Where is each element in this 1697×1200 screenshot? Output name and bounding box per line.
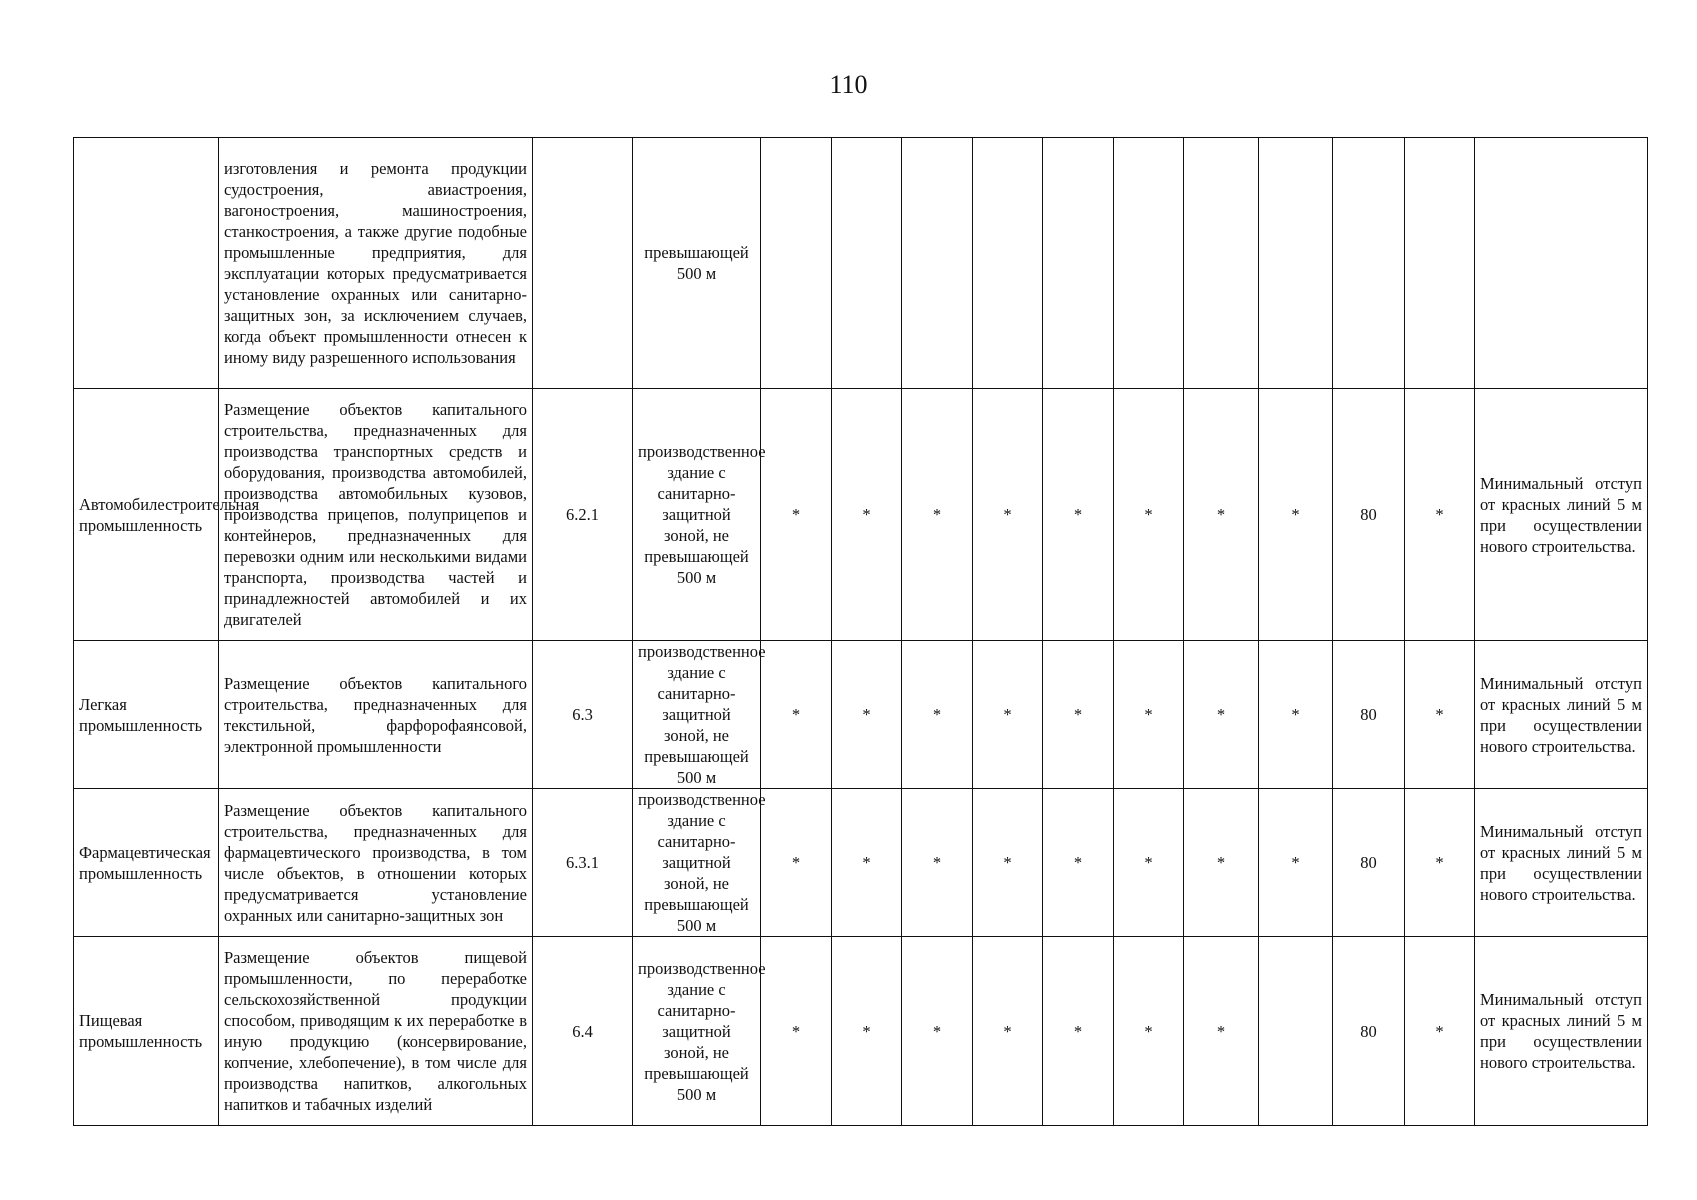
parameter-cell: 80 [1333, 937, 1405, 1126]
parameter-cell: * [761, 937, 832, 1126]
note-cell: Минимальный отступ от красных линий 5 м при осуществлении нового строительства. [1475, 937, 1648, 1126]
use-type-code: 6.3 [533, 641, 633, 789]
note-cell: Минимальный отступ от красных линий 5 м при осуществлении нового строительства. [1475, 641, 1648, 789]
use-type-description: Размещение объектов капитального строительства, предназначенных для фармацевтического производства, в том числе объектов, в отношении которых предусматривается установление охранных или санитарно-защитных зон [219, 789, 533, 937]
building-type: производственное здание с санитарно-защитной зоной, не превышающей 500 м [633, 937, 761, 1126]
parameter-cell: * [1259, 641, 1333, 789]
parameter-cell: * [1043, 937, 1114, 1126]
land-use-table [73, 137, 1648, 1126]
parameter-cell: * [1114, 937, 1184, 1126]
parameter-cell [973, 138, 1043, 389]
building-type: производственное здание с санитарно-защитной зоной, не превышающей 500 м [633, 389, 761, 641]
parameter-cell: * [1259, 789, 1333, 937]
parameter-cell: * [1114, 789, 1184, 937]
use-type-name: Фармацевтическая промышленность [74, 789, 219, 937]
parameter-cell [1405, 138, 1475, 389]
table-row [74, 389, 1648, 641]
use-type-description: Размещение объектов капитального строительства, предназначенных для текстильной, фарфорофаянсовой, электронной промышленности [219, 641, 533, 789]
use-type-name [74, 138, 219, 389]
parameter-cell: * [1184, 789, 1259, 937]
parameter-cell: * [1184, 641, 1259, 789]
parameter-cell: * [1405, 937, 1475, 1126]
parameter-cell: * [902, 389, 973, 641]
note-cell: Минимальный отступ от красных линий 5 м при осуществлении нового строительства. [1475, 389, 1648, 641]
use-type-code [533, 138, 633, 389]
note-cell: Минимальный отступ от красных линий 5 м при осуществлении нового строительства. [1475, 789, 1648, 937]
parameter-cell: 80 [1333, 789, 1405, 937]
parameter-cell: * [761, 389, 832, 641]
parameter-cell: * [1405, 389, 1475, 641]
page-number: 110 [829, 70, 868, 99]
use-type-name: Легкая промышленность [74, 641, 219, 789]
parameter-cell: * [761, 789, 832, 937]
table-row [74, 937, 1648, 1126]
building-type: производственное здание с санитарно-защитной зоной, не превышающей 500 м [633, 789, 761, 937]
parameter-cell: * [973, 937, 1043, 1126]
parameter-cell: * [1184, 389, 1259, 641]
table-row [74, 789, 1648, 937]
parameter-cell: * [832, 641, 902, 789]
parameter-cell: * [902, 937, 973, 1126]
table-row [74, 138, 1648, 389]
use-type-name: Пищевая промышленность [74, 937, 219, 1126]
parameter-cell: * [1043, 789, 1114, 937]
parameter-cell [1259, 138, 1333, 389]
parameter-cell [832, 138, 902, 389]
parameter-cell: * [832, 389, 902, 641]
use-type-description: Размещение объектов капитального строительства, предназначенных для производства транспортных средств и оборудования, производства автомобилей, производства автомобильных кузовов, производства прицепов, полуприцепов и контейнеров, предназначенных для перевозки одним или несколькими видами транспорта, производства частей и принадлежностей автомобилей и их двигателей [219, 389, 533, 641]
table-row [74, 641, 1648, 789]
use-type-code: 6.4 [533, 937, 633, 1126]
parameter-cell: * [902, 641, 973, 789]
note-cell [1475, 138, 1648, 389]
parameter-cell: * [832, 937, 902, 1126]
use-type-code: 6.2.1 [533, 389, 633, 641]
parameter-cell: * [1114, 641, 1184, 789]
parameter-cell: 80 [1333, 641, 1405, 789]
parameter-cell: * [1405, 789, 1475, 937]
parameter-cell [1259, 937, 1333, 1126]
parameter-cell: * [973, 389, 1043, 641]
parameter-cell [761, 138, 832, 389]
use-type-description: изготовления и ремонта продукции судостроения, авиастроения, вагоностроения, машиностроения, станкостроения, а также другие подобные промышленные предприятия, для эксплуатации которых предусматривается установление охранных или санитарно-защитных зон, за исключением случаев, когда объект промышленности отнесен к иному виду разрешенного использования [219, 138, 533, 389]
parameter-cell: * [1043, 641, 1114, 789]
parameter-cell: * [1184, 937, 1259, 1126]
parameter-cell: * [973, 789, 1043, 937]
parameter-cell [1043, 138, 1114, 389]
building-type: производственное здание с санитарно-защитной зоной, не превышающей 500 м [633, 641, 761, 789]
parameter-cell [902, 138, 973, 389]
parameter-cell: * [832, 789, 902, 937]
use-type-name: Автомобилестроительная промышленность [74, 389, 219, 641]
parameter-cell: * [1259, 389, 1333, 641]
parameter-cell: 80 [1333, 389, 1405, 641]
parameter-cell [1184, 138, 1259, 389]
parameter-cell [1333, 138, 1405, 389]
parameter-cell: * [973, 641, 1043, 789]
parameter-cell: * [1405, 641, 1475, 789]
parameter-cell: * [1043, 389, 1114, 641]
building-type: превышающей 500 м [633, 138, 761, 389]
parameter-cell: * [902, 789, 973, 937]
parameter-cell: * [1114, 389, 1184, 641]
use-type-description: Размещение объектов пищевой промышленности, по переработке сельскохозяйственной продукции способом, приводящим к их переработке в иную продукцию (консервирование, копчение, хлебопечение), в том числе для производства напитков, алкогольных напитков и табачных изделий [219, 937, 533, 1126]
use-type-code: 6.3.1 [533, 789, 633, 937]
parameter-cell [1114, 138, 1184, 389]
parameter-cell: * [761, 641, 832, 789]
